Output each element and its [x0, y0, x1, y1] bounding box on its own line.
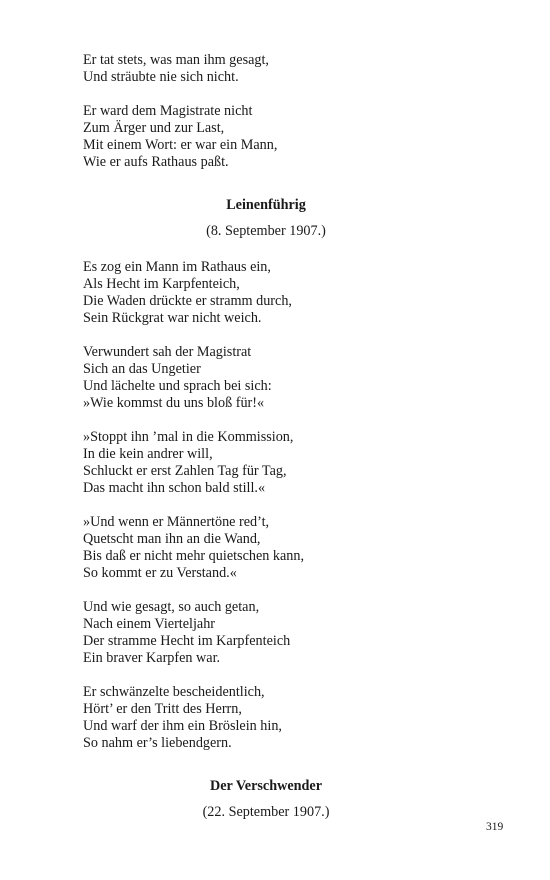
verse-line: Bis daß er nicht mehr quietschen kann, — [83, 548, 305, 564]
verse-line: Ein braver Karpfen war. — [83, 650, 221, 666]
verse-line: Er schwänzelte bescheidentlich, — [83, 684, 265, 700]
stanza — [83, 259, 483, 327]
verse-line: Zum Ärger und zur Last, — [83, 120, 225, 136]
verse-line: Er ward dem Magistrate nicht — [83, 103, 253, 119]
stanza — [83, 52, 483, 86]
stanza — [83, 429, 483, 497]
verse-line: Sein Rückgrat war nicht weich. — [83, 310, 262, 326]
verse-line: Und lächelte und sprach bei sich: — [83, 378, 272, 394]
poem-body — [83, 259, 483, 752]
poem-title: Leinenführig — [226, 197, 306, 213]
verse-line: So kommt er zu Verstand.« — [83, 565, 237, 581]
stanza — [83, 514, 483, 582]
verse-line: Der stramme Hecht im Karpfenteich — [83, 633, 291, 649]
stanza — [83, 103, 483, 171]
verse-line: Das macht ihn schon bald still.« — [83, 480, 266, 496]
verse-line: In die kein andrer will, — [83, 446, 213, 462]
stanza — [83, 344, 483, 412]
verse-line: »Stoppt ihn ’mal in die Kommission, — [83, 429, 294, 445]
stanza — [83, 599, 483, 667]
verse-line: »Wie kommst du uns bloß für!« — [83, 395, 265, 411]
verse-line: Er tat stets, was man ihm gesagt, — [83, 52, 269, 68]
verse-line: Nach einem Vierteljahr — [83, 616, 216, 632]
verse-line: »Und wenn er Männertöne red’t, — [83, 514, 270, 530]
poem-date: (8. September 1907.) — [206, 223, 326, 239]
verse-line: So nahm er’s liebendgern. — [83, 735, 232, 751]
verse-line: Die Waden drückte er stramm durch, — [83, 293, 292, 309]
verse-line: Verwundert sah der Magistrat — [83, 344, 252, 360]
verse-line: Mit einem Wort: er war ein Mann, — [83, 137, 278, 153]
page-number: 319 — [486, 821, 504, 833]
poem-continuation — [83, 52, 483, 171]
verse-line: Als Hecht im Karpfenteich, — [83, 276, 240, 292]
verse-line: Schluckt er erst Zahlen Tag für Tag, — [83, 463, 287, 479]
stanza — [83, 684, 483, 752]
verse-line: Hört’ er den Tritt des Herrn, — [83, 701, 242, 717]
page-text — [83, 52, 483, 840]
verse-line: Wie er aufs Rathaus paßt. — [83, 154, 229, 170]
verse-line: Quetscht man ihn an die Wand, — [83, 531, 261, 547]
poem-title: Der Verschwender — [209, 778, 323, 794]
verse-line: Und sträubte nie sich nicht. — [83, 69, 239, 85]
verse-line: Und wie gesagt, so auch getan, — [83, 599, 260, 615]
verse-line: Und warf der ihm ein Bröslein hin, — [83, 718, 282, 734]
verse-line: Es zog ein Mann im Rathaus ein, — [83, 259, 271, 275]
poem-date: (22. September 1907.) — [202, 804, 330, 820]
verse-line: Sich an das Ungetier — [83, 361, 201, 377]
